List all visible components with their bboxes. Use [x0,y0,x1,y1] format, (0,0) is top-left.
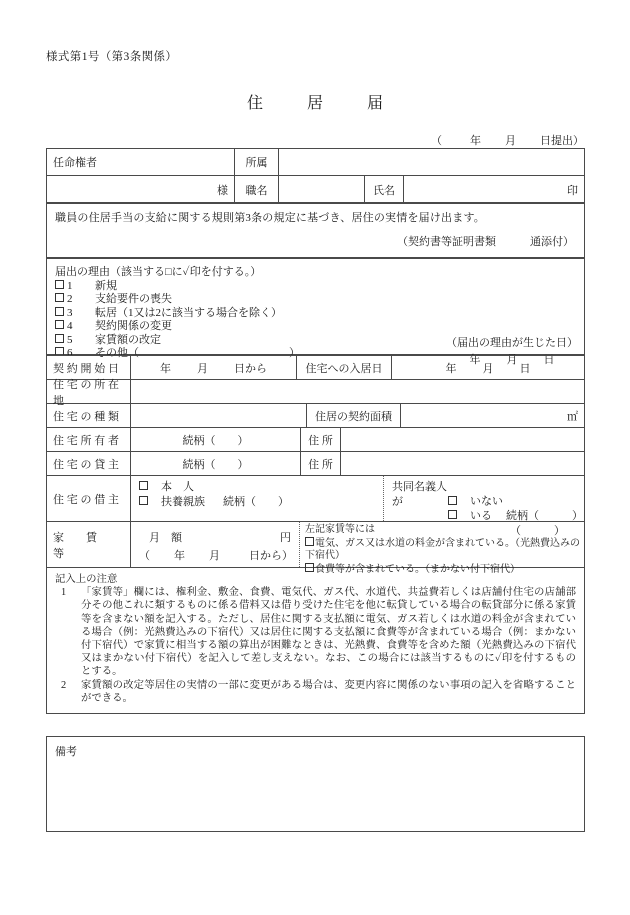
rent-amount-area [131,522,300,567]
location-input[interactable] [131,380,584,403]
contract-start-day: 日から [234,362,267,375]
reason-label: 家賃額の改定 [95,333,161,346]
joint-relation-extra[interactable]: （ ） [510,524,565,537]
reason-option-3[interactable] [55,307,584,320]
joint-option-yes[interactable] [392,509,584,524]
checkbox-icon[interactable] [139,496,148,505]
joint-holder-options [384,476,584,537]
occurred-year: 年 [469,354,481,366]
note-item [55,586,576,678]
detail-table [46,355,585,714]
area-label: 住居の契約面積 [307,404,401,427]
joint-label: 共同名義人が [392,481,447,508]
page-title: 住 居 届 [246,95,397,112]
rent-note-utilities-label: 電気、ガス又は水道の料金が含まれている。（光熱費込みの下宿代） [305,537,580,562]
reason-option-4[interactable] [55,320,584,333]
note-text: 家賃額の改定等居住の実情の一部に変更がある場合は、変更内容に関係のない事項の記入を省略することができる。 [81,679,576,704]
remarks-label: 備考 [55,746,77,758]
checkbox-icon[interactable] [305,537,314,546]
checkbox-icon[interactable] [139,481,148,490]
appointer-row-name [47,176,584,203]
row-contract-start [47,356,584,380]
remarks-box[interactable] [46,736,585,832]
row-location [47,378,584,407]
lessor-address-input[interactable] [341,452,584,475]
appointer-row-affiliation [47,149,584,176]
affiliation-input[interactable] [279,149,584,175]
joint-option-none[interactable] [392,480,584,509]
borrower-options [131,476,384,521]
movein-label: 住宅への入居日 [297,356,392,379]
reason-occurred-label: （届出の理由が生じた日） [446,337,578,349]
checkbox-icon[interactable] [55,320,64,329]
submit-month-label[interactable]: 月 [505,135,516,147]
note-text: 「家賃等」欄には、権利金、敷金、食費、電気代、ガス代、水道代、共益費若しくは店舗付住宅の店舗部分その他これに類するものに係る借料又は借り受けた住宅を他に転貸している場合の転貸部分に係る家賃等を含まない額を記入する。ただし、居住に関する支払額に電気、ガス若しくは水道の料金が含まれている場合（例：光熱費込みの下宿代）又は居住に関する支払額に食費等が含まれている場合（例：まかない付下宿代）で家賃に相当する額の算出が困難なときは、光熱費、食費等を含めた額（光熱費込みの下宿代又はまかない付下宿代）を記入して差し支えない。なお、この場合には該当するものに✓印を付するものとする。 [81,587,576,678]
lessor-label: 住 宅 の 貸 主 [47,452,131,475]
reason-box [46,258,585,366]
reason-label: 支給要件の喪失 [95,293,172,306]
checkbox-icon[interactable] [55,280,64,289]
occurred-day: 日 [543,354,555,366]
note-item [55,679,576,705]
note-number: 2 [61,679,67,691]
owner-label: 住 宅 所 有 者 [47,428,131,451]
movein-month: 月 [482,362,494,375]
kind-input[interactable] [131,404,307,427]
checkbox-icon[interactable] [305,563,314,572]
reason-label: 契約関係の変更 [95,320,172,333]
row-notes [47,568,584,713]
name-input[interactable] [404,176,584,203]
reason-number: 2 [67,293,73,306]
form-code: 様式第1号（第3条関係） [46,51,178,63]
reason-number: 6 [67,347,73,360]
contract-start-year: 年 [160,362,171,375]
contract-start-month: 月 [197,362,208,375]
attachment-count[interactable]: 通添付） [530,236,574,248]
borrower-self-label: 本 人 [161,481,194,493]
reason-number: 3 [67,306,73,319]
reason-option-2[interactable] [55,293,584,306]
owner-relation-input[interactable]: 続柄（ ） [131,428,301,451]
checkbox-icon[interactable] [55,293,64,302]
rent-from-day: 日から） [249,550,293,562]
borrower-dependent-relation[interactable]: 続柄（ ） [223,495,289,508]
borrower-option-dependent[interactable] [139,495,383,510]
borrower-option-self[interactable] [139,480,383,495]
name-label: 氏名 [365,176,404,203]
occurred-month: 月 [506,354,518,366]
submit-paren-open: （ [431,135,442,147]
appointer-label: 任命権者 [47,149,235,175]
kind-label: 住 宅 の 種 類 [47,404,131,427]
checkbox-icon[interactable] [448,496,457,505]
rent-note-meals-label: 食費等が含まれている。（まかない付下宿代） [315,563,520,575]
rent-note-option-meals[interactable] [305,563,584,577]
joint-yes-label: いる [470,510,492,522]
attachment-label: （契約書等証明書類 [397,236,496,248]
rent-label: 家 賃 等 [47,522,131,567]
borrower-label: 住 宅 の 借 主 [47,476,131,521]
reason-label: 転居（1又は2に該当する場合を除く） [95,306,282,319]
appointer-table [46,148,585,204]
area-input[interactable] [401,404,584,427]
rent-from-open: （ [139,550,150,562]
joint-relation-input[interactable]: 続柄（ ） [506,510,583,522]
rent-from-year: 年 [174,550,185,562]
row-lessor [47,452,584,476]
notes-title: 記入上の注意 [55,574,118,585]
notes-section [47,568,584,713]
seal-mark: 印 [567,184,578,197]
reason-number: 1 [67,280,73,292]
submit-year-label[interactable]: 年 [470,135,481,147]
row-owner [47,428,584,452]
lessor-address-label: 住 所 [301,452,341,475]
rent-from-month: 月 [209,550,220,562]
rent-monthly-label: 月 額 [149,532,182,544]
checkbox-icon[interactable] [448,510,457,519]
appointer-honorific: 様 [47,176,235,203]
movein-year: 年 [445,362,457,375]
reason-list [47,280,584,366]
owner-address-label: 住 所 [301,428,341,451]
owner-address-input[interactable] [341,428,584,451]
rent-yen-unit: 円 [280,532,291,544]
reason-number: 5 [67,333,73,346]
note-number: 1 [61,587,67,599]
rent-monthly-row[interactable] [131,529,299,545]
area-unit: ㎡ [567,410,578,423]
reason-number: 4 [67,320,73,333]
checkbox-icon[interactable] [55,334,64,343]
location-label: 住 宅 の 所 在 地 [47,380,131,403]
position-input[interactable] [279,176,365,203]
joint-none-label: いない [470,495,503,508]
position-label: 職名 [235,176,279,203]
rent-note-option-utilities[interactable] [305,537,584,563]
rent-from-row[interactable] [131,547,299,563]
reason-label: その他（ [95,347,139,360]
attachment-note [47,225,584,249]
movein-day: 日 [519,362,531,375]
affiliation-label: 所属 [235,149,279,175]
borrower-dependent-label: 扶養親族 [161,495,205,508]
movein-input[interactable] [392,356,584,379]
checkbox-icon[interactable] [55,307,64,316]
contract-start-input[interactable] [131,356,297,379]
reason-heading: 届出の理由（該当する□に✓印を付する。） [55,266,262,278]
reason-other-close: ） [289,347,300,360]
statement-text: 職員の住居手当の支給に関する規則第3条の規定に基づき、居住の実情を届け出ます。 [55,212,485,224]
statement-box [46,202,585,258]
lessor-relation-input[interactable]: 続柄（ ） [131,452,301,475]
rent-note-heading: 左記家賃等には [305,524,375,535]
contract-start-label: 契 約 開 始 日 [47,356,131,379]
submit-day-label[interactable]: 日提出） [540,135,584,147]
reason-label: 新規 [95,280,117,292]
submission-date [431,132,584,148]
row-kind [47,404,584,428]
reason-option-1[interactable] [55,280,584,293]
